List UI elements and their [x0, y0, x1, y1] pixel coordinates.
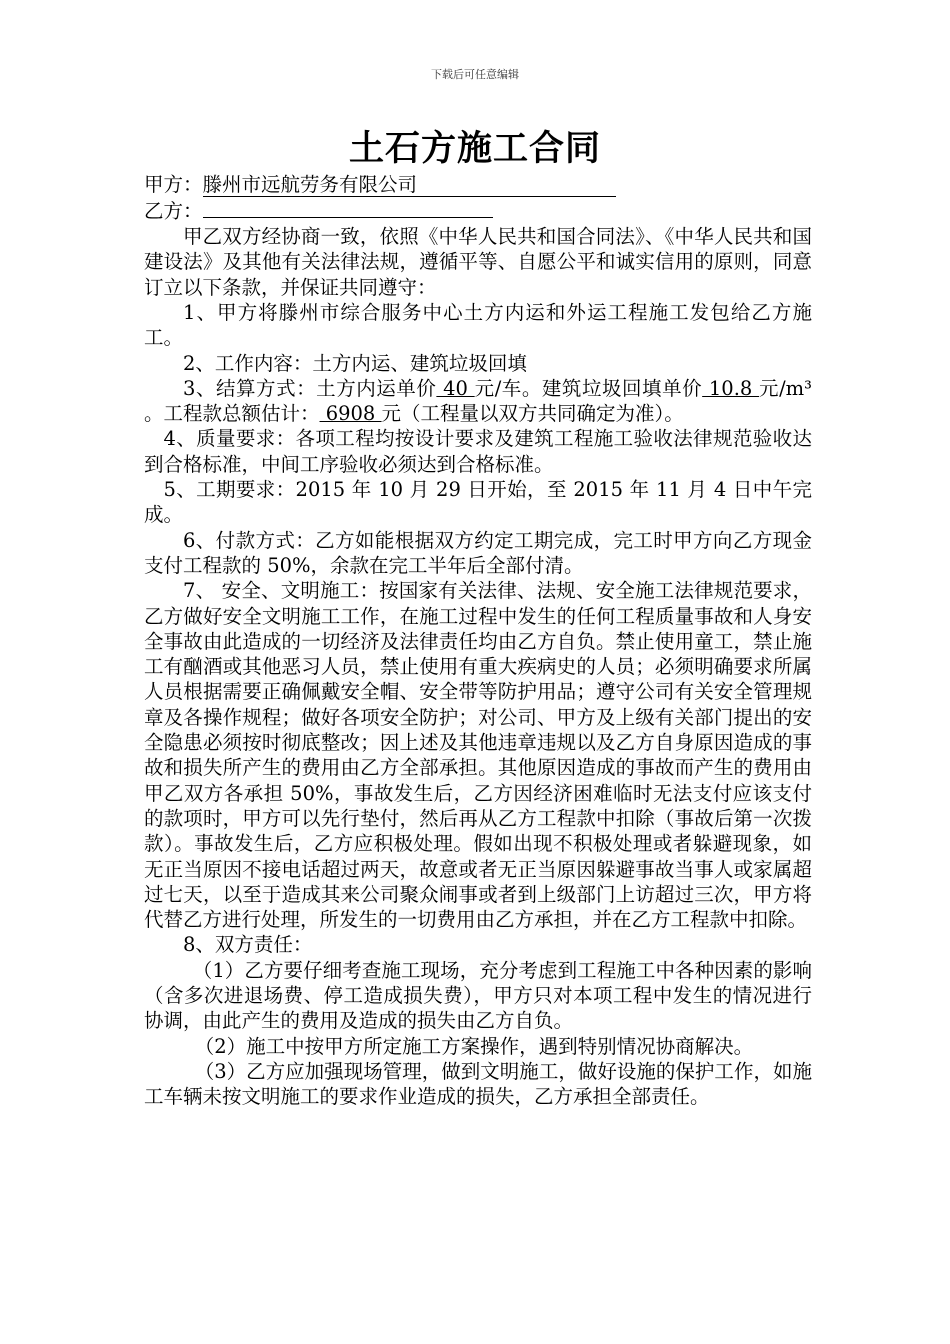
party-b-label: 乙方：: [144, 199, 203, 223]
clause-2: 2、工作内容：土方内运、建筑垃圾回填: [183, 351, 527, 375]
clause-3-suffix: 元（工程量以双方共同确定为准）。: [381, 402, 684, 426]
clause-8-heading: 8、双方责任：: [183, 933, 313, 957]
party-a-label: 甲方：: [144, 173, 203, 196]
unit-price-value: 40: [436, 376, 475, 400]
contract-body: [144, 172, 812, 1109]
clause-3-mid2: 元/m³ 。工程款总额估计：: [144, 376, 812, 426]
clause-4: 4、质量要求：各项工程均按设计要求及建筑工程施工验收法律规范验收达到合格标准，中间工序验收必须达到合格标准。: [144, 427, 812, 476]
party-a-name: 滕州市远航劳务有限公司: [203, 174, 616, 197]
fill-price-value: 10.8: [702, 376, 760, 400]
clause-3-prefix: 3、结算方式：土方内运单价: [183, 376, 437, 400]
header-note: 下载后可任意编辑: [431, 68, 519, 81]
clause-8-item-2: （2）施工中按甲方所定施工方案操作，遇到特别情况协商解决。: [194, 1034, 754, 1058]
clause-3: [144, 376, 812, 427]
clause-3-mid1: 元/车。建筑垃圾回填单价: [474, 376, 703, 400]
document-title: 土石方施工合同: [348, 128, 601, 169]
clause-6: 6、付款方式：乙方如能根据双方约定工期完成，完工时甲方向乙方现金支付工程款的 50%，余款在完工半年后全部付清。: [144, 528, 812, 577]
clause-1: 1、甲方将滕州市综合服务中心土方内运和外运工程施工发包给乙方施工。: [144, 300, 812, 350]
clause-7: 7、 安全、文明施工：按国家有关法律、法规、安全施工法律规范要求，乙方做好安全文明施工工作，在施工过程中发生的任何工程质量事故和人身安全事故由此造成的一切经济及法律责任均由乙方自负。禁止使用童工，禁止施工有酗酒或其他恶习人员，禁止使用有重大疾病史的人员；必须明确要求所属人员根据需要正确佩戴安全帽、安全带等防护用品；遵守公司有关安全管理规章及各操作规程；做好各项安全防护；对公司、甲方及上级有关部门提出的安全隐患必须按时彻底整改；因上述及其他违章违规以及乙方自身原因造成的事故和损失所产生的费用由乙方全部承担。其他原因造成的事故而产生的费用由甲乙双方各承担 50%，事故发生后，乙方因经济困难临时无法支付应该支付的款项时，甲方可以先行垫付，然后再从乙方工程款中扣除（事故后第一次拨款）。事故发生后，乙方应积极处理。假如出现不积极处理或者躲避现象，如无正当原因不接电话超过两天，故意或者无正当原因躲避事故当事人或家属超过七天，以至于造成其来公司聚众闹事或者到上级部门上访超过三次，甲方将代替乙方进行处理，所发生的一切费用由乙方承担，并在乙方工程款中扣除。: [144, 579, 812, 932]
clause-8-item-3: （3）乙方应加强现场管理，做到文明施工，做好设施的保护工作，如施工车辆未按文明施工的要求作业造成的损失，乙方承担全部责任。: [144, 1059, 812, 1109]
party-a-line: [144, 172, 812, 197]
party-b-blank: [203, 197, 493, 218]
party-b-line: [144, 197, 812, 224]
total-amount-value: 6908: [319, 402, 382, 426]
intro-paragraph: 甲乙双方经协商一致，依照《中华人民共和国合同法》、《中华人民共和国建设法》及其他有关法律法规，遵循平等、自愿公平和诚实信用的原则，同意订立以下条款，并保证共同遵守：: [144, 225, 812, 299]
clause-8-item-1: （1）乙方要仔细考查施工现场，充分考虑到工程施工中各种因素的影响（含多次进退场费、停工造成损失费），甲方只对本项工程中发生的情况进行协调，由此产生的费用及造成的损失由乙方自负。: [144, 958, 812, 1033]
clause-5: 5、工期要求：2015 年 10 月 29 日开始，至 2015 年 11 月 4 日中午完成。: [144, 478, 812, 527]
